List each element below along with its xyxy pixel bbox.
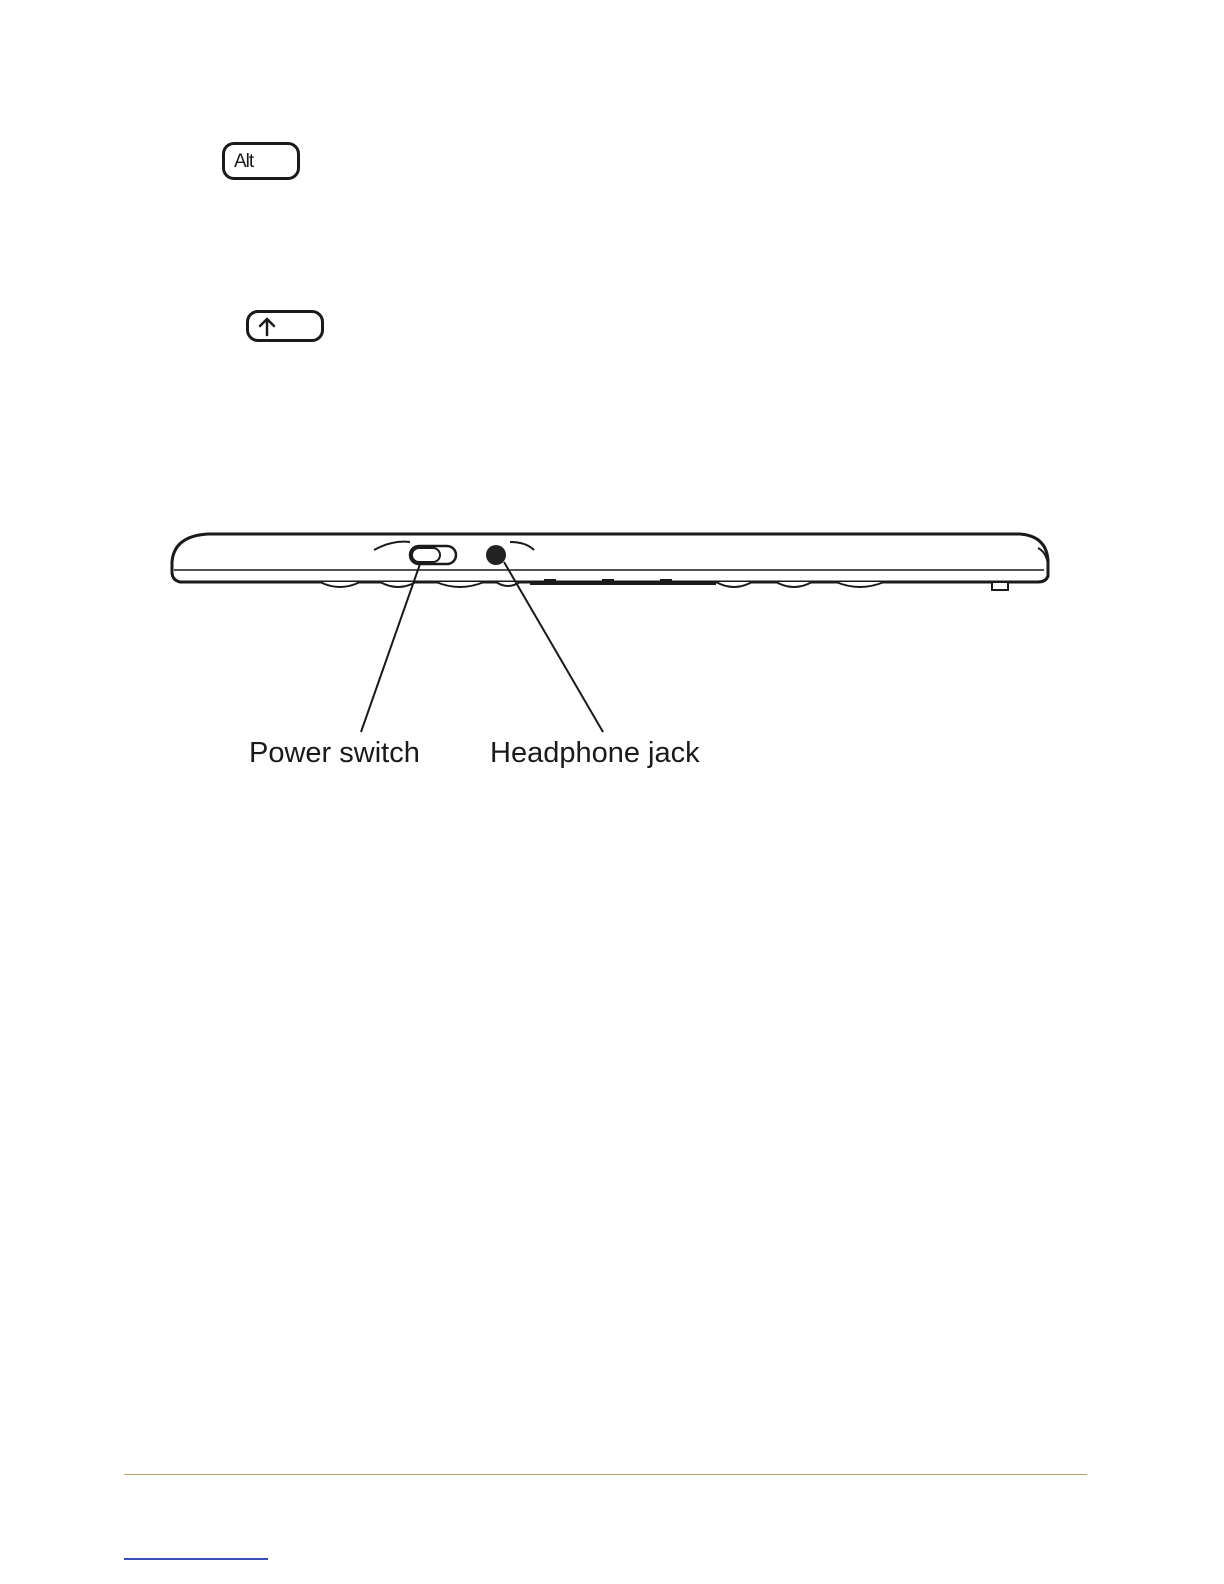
alt-key-icon xyxy=(222,142,300,180)
headphone-jack-label: Headphone jack xyxy=(490,737,700,769)
headphone-jack-leader-line xyxy=(504,562,603,732)
headphone-jack-icon xyxy=(486,545,506,565)
power-switch-leader-line xyxy=(361,564,420,732)
footer-divider xyxy=(124,1474,1087,1475)
power-switch-slider xyxy=(412,548,440,562)
footer-link-underline[interactable] xyxy=(124,1558,268,1560)
device-body-outline xyxy=(172,534,1048,582)
shift-key-icon xyxy=(246,310,324,342)
power-switch-label: Power switch xyxy=(249,737,420,769)
arrow-up-icon xyxy=(255,315,279,339)
device-port-tab xyxy=(992,582,1008,590)
alt-key-label: Alt xyxy=(234,151,254,172)
